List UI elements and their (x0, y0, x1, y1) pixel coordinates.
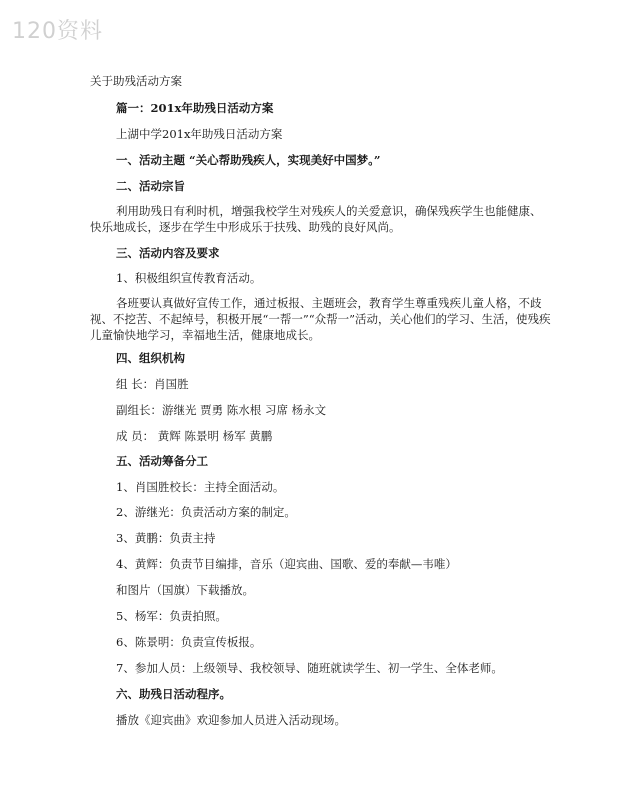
section-3-item: 1、积极组织宣传教育活动。 (116, 271, 262, 285)
task-item: 2、游继光：负责活动方案的制定。 (116, 505, 296, 519)
school-plan-title: 上湖中学201x年助残日活动方案 (116, 127, 283, 141)
group-vice-leaders: 副组长：游继光 贾勇 陈水根 习席 杨永文 (116, 403, 327, 417)
task-item: 6、陈景明：负责宣传板报。 (116, 635, 262, 649)
chapter-title: 篇一：201x年助残日活动方案 (116, 101, 274, 115)
section-4-heading: 四、组织机构 (116, 351, 185, 365)
section-3-paragraph: 各班要认真做好宣传工作，通过板报、主题班会，教育学生尊重残疾儿童人格，不歧视、不挖苦、不起绰号，积极开展“一帮一”“众帮一”活动，关心他们的学习、生活，使残疾儿童愉快地学习，幸福地生活，健康地成长。 (90, 296, 551, 342)
section-5-heading: 五、活动筹备分工 (116, 454, 208, 468)
task-item: 5、杨军：负责拍照。 (116, 609, 227, 623)
section-1-heading: 一、活动主题 “关心帮助残疾人，实现美好中国梦。” (116, 153, 381, 167)
task-item: 3、黄鹏：负责主持 (116, 531, 216, 545)
section-6-heading: 六、助残日活动程序。 (116, 687, 231, 701)
section-2-heading: 二、活动宗旨 (116, 179, 185, 193)
group-leader: 组 长：肖国胜 (116, 377, 189, 391)
watermark: 120资料 (12, 19, 103, 44)
task-item: 1、肖国胜校长：主持全面活动。 (116, 480, 285, 494)
task-item: 7、参加人员：上级领导、我校领导、随班就读学生、初一学生、全体老师。 (116, 661, 503, 675)
section-3-heading: 三、活动内容及要求 (116, 246, 220, 260)
task-item-continuation: 和图片（国旗）下载播放。 (116, 583, 254, 597)
group-members: 成 员： 黄辉 陈景明 杨军 黄鹏 (116, 429, 273, 443)
section-6-paragraph: 播放《迎宾曲》欢迎参加人员进入活动现场。 (116, 713, 346, 727)
task-item: 4、黄辉：负责节目编排，音乐（迎宾曲、国歌、爱的奉献—韦唯） (116, 557, 457, 571)
section-2-paragraph: 利用助残日有利时机，增强我校学生对残疾人的关爱意识，确保残疾学生也能健康、快乐地成长，逐步在学生中形成乐于扶残、助残的良好风尚。 (90, 204, 542, 234)
document-title: 关于助残活动方案 (90, 74, 182, 88)
